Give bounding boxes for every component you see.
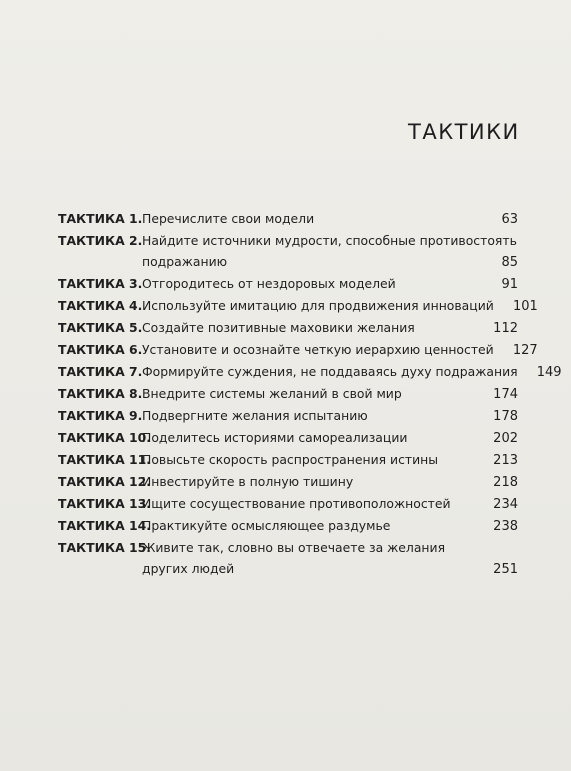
toc-entry: [58, 515, 518, 537]
tactic-title: Поделитесь историями самореализации: [142, 430, 408, 445]
page-number: 178: [493, 409, 518, 424]
tactic-title: Подвергните желания испытанию: [142, 408, 368, 423]
tactic-label: ТАКТИКА 5.: [58, 320, 143, 335]
tactic-label: ТАКТИКА 4.: [58, 298, 143, 313]
tactic-label: ТАКТИКА 6.: [58, 342, 143, 357]
toc-entry: [58, 405, 518, 427]
toc-entry: [58, 471, 518, 493]
page-number: 238: [493, 519, 518, 534]
tactic-title: подражанию: [142, 254, 228, 269]
page-number: 149: [536, 365, 562, 380]
tactic-label: ТАКТИКА 2.: [58, 233, 143, 248]
tactic-title: Формируйте суждения, не поддаваясь духу подражания: [142, 364, 518, 379]
page-number: 112: [493, 321, 518, 336]
tactic-label: ТАКТИКА 9.: [58, 408, 143, 423]
tactic-title: Ищите сосуществование противоположностей: [142, 496, 451, 511]
tactic-label: ТАКТИКА 13.: [58, 496, 151, 511]
tactic-title: других людей: [142, 561, 235, 576]
page-number: 202: [493, 431, 518, 446]
tactic-title: Найдите источники мудрости, способные противостоять: [142, 233, 517, 248]
toc-entry-continuation: [58, 251, 518, 273]
tactic-label: ТАКТИКА 10.: [58, 430, 151, 445]
page-number: 91: [501, 277, 518, 292]
toc-entry: [58, 449, 518, 471]
tactic-title: Отгородитесь от нездоровых моделей: [142, 276, 396, 291]
toc-entry: [58, 383, 518, 405]
tactic-title: Практикуйте осмысляющее раздумье: [142, 518, 391, 533]
toc-entry: [58, 537, 518, 558]
tactic-title: Внедрите системы желаний в свой мир: [142, 386, 402, 401]
tactic-title: Установите и осознайте четкую иерархию ценностей: [142, 342, 494, 357]
toc-entry: [58, 208, 518, 230]
tactic-title: Используйте имитацию для продвижения инноваций: [142, 298, 494, 313]
tactic-label: ТАКТИКА 1.: [58, 211, 143, 226]
page-number: 174: [493, 387, 518, 402]
toc-entry: [58, 339, 538, 361]
page-number: 234: [493, 497, 518, 512]
tactic-title: Повысьте скорость распространения истины: [142, 452, 439, 467]
page-title: ТАКТИКИ: [408, 120, 520, 144]
tactic-label: ТАКТИКА 11.: [58, 452, 151, 467]
toc-entry: [58, 493, 518, 515]
page-number: 251: [493, 562, 518, 577]
page-number: 127: [512, 343, 538, 358]
tactic-label: ТАКТИКА 15.: [58, 540, 151, 555]
toc-entry: [58, 230, 518, 251]
toc-entry: [58, 317, 518, 339]
tactic-title: Перечислите свои модели: [142, 211, 315, 226]
table-of-contents: [58, 208, 562, 580]
tactic-title: Живите так, словно вы отвечаете за желания: [142, 540, 446, 555]
page-number: 63: [501, 212, 518, 227]
tactic-title: Создайте позитивные маховики желания: [142, 320, 415, 335]
tactic-label: ТАКТИКА 7.: [58, 364, 143, 379]
tactic-label: ТАКТИКА 8.: [58, 386, 143, 401]
toc-entry: [58, 295, 538, 317]
tactic-label: ТАКТИКА 12.: [58, 474, 151, 489]
toc-entry: [58, 427, 518, 449]
tactic-label: ТАКТИКА 14.: [58, 518, 151, 533]
toc-entry-continuation: [58, 558, 518, 580]
toc-entry: [58, 273, 518, 295]
page-number: 218: [493, 475, 518, 490]
page-number: 213: [493, 453, 518, 468]
toc-entry: [58, 361, 562, 383]
tactic-label: ТАКТИКА 3.: [58, 276, 143, 291]
page-number: 85: [501, 255, 518, 270]
tactic-title: Инвестируйте в полную тишину: [142, 474, 354, 489]
page-number: 101: [512, 299, 538, 314]
